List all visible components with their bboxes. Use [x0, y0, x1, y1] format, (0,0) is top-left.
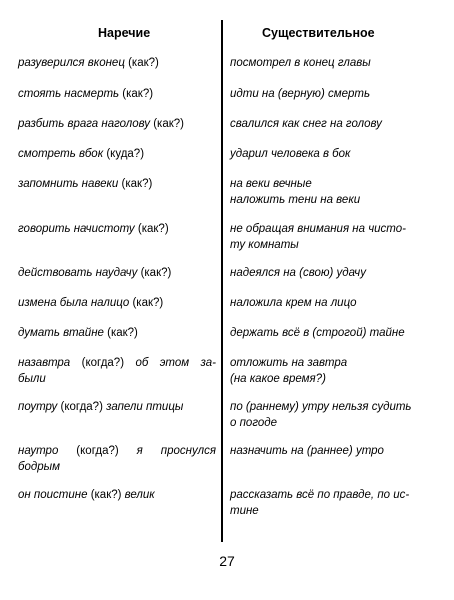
question: (как?): [134, 223, 169, 235]
adverb-phrase-rest: об этом за-: [135, 357, 216, 369]
question: (как?): [87, 489, 125, 501]
noun-phrase: не обращая внимания на чисто-: [230, 223, 406, 235]
adverb-phrase-continuation: бодрым: [18, 460, 60, 473]
noun-phrase: тине: [230, 504, 259, 517]
adverb-phrase: разбить врага наголову: [18, 118, 151, 130]
question: (как?): [118, 178, 153, 190]
question: (куда?): [103, 148, 145, 160]
noun-cell: [230, 488, 440, 519]
adverb-cell: [18, 356, 216, 387]
noun-cell: [230, 326, 440, 342]
question: (как?): [124, 57, 159, 69]
noun-phrase: (на какое время?): [230, 372, 326, 385]
question: (как?): [103, 327, 138, 339]
adverb-phrase-rest: я проснулся: [136, 445, 216, 457]
question: (как?): [150, 118, 184, 130]
adverb-cell: [18, 177, 216, 193]
adverb-phrase: измена была налицо: [18, 297, 130, 309]
noun-phrase: надеялся на (свою) удачу: [230, 267, 366, 279]
header-noun: Существительное: [262, 26, 375, 40]
noun-cell: [230, 56, 440, 72]
noun-phrase: идти на (верную) смерть: [230, 88, 371, 100]
adverb-phrase-continuation: были: [18, 372, 46, 385]
noun-phrase: наложила крем на лицо: [230, 297, 357, 309]
noun-cell: [230, 222, 440, 253]
column-divider: [221, 20, 223, 542]
adverb-phrase-rest: запели птицы: [106, 401, 184, 413]
noun-cell: [230, 444, 440, 460]
adverb-phrase: назавтра: [18, 357, 71, 369]
question: (когда?): [58, 445, 137, 457]
question: (как?): [137, 267, 172, 279]
adverb-cell: [18, 56, 216, 72]
header-adverb: Наречие: [98, 26, 151, 40]
noun-phrase: наложить тени на веки: [230, 193, 361, 206]
noun-phrase: держать всё в (строгой) тайне: [230, 327, 405, 339]
adverb-cell: [18, 488, 216, 504]
noun-phrase: посмотрел в конец главы: [230, 57, 371, 69]
adverb-phrase: стоять насмерть: [18, 88, 120, 100]
adverb-phrase: действовать наудачу: [18, 267, 138, 279]
adverb-cell: [18, 222, 216, 238]
question: (когда?): [70, 357, 136, 369]
noun-phrase: ударил человека в бок: [230, 148, 351, 160]
adverb-phrase: смотреть вбок: [18, 148, 104, 160]
question: (как?): [119, 88, 154, 100]
adverb-cell: [18, 266, 216, 282]
noun-phrase: по (раннему) утру нельзя судить: [230, 401, 412, 413]
noun-cell: [230, 356, 440, 387]
noun-cell: [230, 117, 440, 133]
noun-cell: [230, 296, 440, 312]
adverb-phrase: разуверился вконец: [18, 57, 125, 69]
noun-phrase: ту комнаты: [230, 238, 299, 251]
noun-cell: [230, 87, 440, 103]
adverb-cell: [18, 147, 216, 163]
noun-phrase: свалился как снег на голову: [230, 118, 382, 130]
adverb-phrase-rest: велик: [124, 489, 155, 501]
adverb-cell: [18, 87, 216, 103]
adverb-cell: [18, 326, 216, 342]
adverb-cell: [18, 400, 216, 416]
noun-phrase: рассказать всё по правде, по ис-: [230, 489, 410, 501]
adverb-cell: [18, 444, 216, 475]
question: (как?): [129, 297, 164, 309]
adverb-phrase: наутро: [18, 445, 59, 457]
adverb-phrase: он поистине: [18, 489, 88, 501]
adverb-phrase: поутру: [18, 401, 58, 413]
noun-phrase: назначить на (раннее) утро: [230, 445, 384, 457]
adverb-phrase: думать втайне: [18, 327, 104, 339]
noun-phrase: отложить на завтра: [230, 357, 348, 369]
adverb-phrase: запомнить навеки: [18, 178, 119, 190]
question: (когда?): [57, 401, 107, 413]
noun-phrase: о погоде: [230, 416, 278, 429]
noun-cell: [230, 400, 440, 431]
noun-phrase: на веки вечные: [230, 178, 312, 190]
noun-cell: [230, 177, 440, 208]
adverb-cell: [18, 117, 216, 133]
noun-cell: [230, 147, 440, 163]
adverb-cell: [18, 296, 216, 312]
noun-cell: [230, 266, 440, 282]
page-number: 27: [219, 553, 235, 569]
adverb-phrase: говорить начистоту: [18, 223, 135, 235]
